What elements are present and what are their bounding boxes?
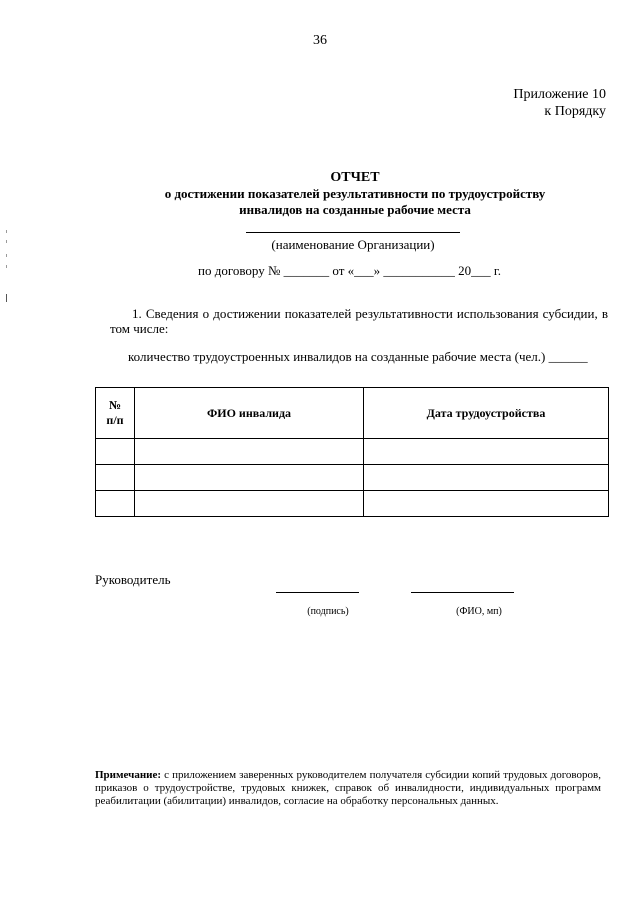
organization-name-caption: (наименование Организации) [271,237,435,252]
appendix-reference [513,86,606,120]
scan-mark [6,265,7,268]
note [95,769,601,808]
column-header-number-line-2: п/п [106,413,124,427]
scan-mark [6,254,7,257]
section-1-text: 1. Сведения о достижении показателей результативности использования субсидии, в том числе: [110,306,608,336]
scan-mark [6,294,7,302]
table-cell [135,465,364,491]
employees-table [95,387,609,517]
note-label: Примечание: [95,769,162,781]
column-header-fio: ФИО инвалида [135,388,364,439]
report-title [0,170,640,218]
page-number: 36 [313,33,327,48]
table-row [96,439,609,465]
title-line-1: о достижении показателей результативности по трудоустройству [164,186,546,201]
table-cell [135,439,364,465]
table-header-row [96,388,609,439]
note-text: с приложением заверенных руководителем получателя субсидии копий трудовых договоров, приказов о трудоустройстве, трудовых книжек, справок об инвалидности, индивидуальных программ реабилитации (абилитации) инвалидов, согласие на обработку персональных данных. [95,769,601,807]
organization-name-line [246,232,460,233]
column-header-number-line-1: № [108,398,122,412]
table-row [96,465,609,491]
signature-caption: (подпись) [307,606,349,617]
signature-line [276,592,359,593]
title-line-2: инвалидов на созданные рабочие места [239,202,471,217]
table-cell [364,465,609,491]
table-cell [364,491,609,517]
table-cell [96,491,135,517]
table-cell [135,491,364,517]
table-cell [96,439,135,465]
name-caption: (ФИО, мп) [456,606,502,617]
table-cell [364,439,609,465]
table-row [96,491,609,517]
head-label: Руководитель [95,572,171,587]
appendix-line-1: Приложение 10 [513,87,606,102]
contract-line: по договору № _______ от «___» ___________ 20___ г. [198,263,501,278]
employed-count-line: количество трудоустроенных инвалидов на созданные рабочие места (чел.) ______ [128,349,588,364]
appendix-line-2: к Порядку [544,104,606,119]
column-header-number [96,388,135,439]
scan-mark [6,230,7,233]
name-line [411,592,514,593]
table-cell [96,465,135,491]
title-main: ОТЧЕТ [330,170,380,185]
column-header-date: Дата трудоустройства [364,388,609,439]
scan-mark [6,240,7,243]
